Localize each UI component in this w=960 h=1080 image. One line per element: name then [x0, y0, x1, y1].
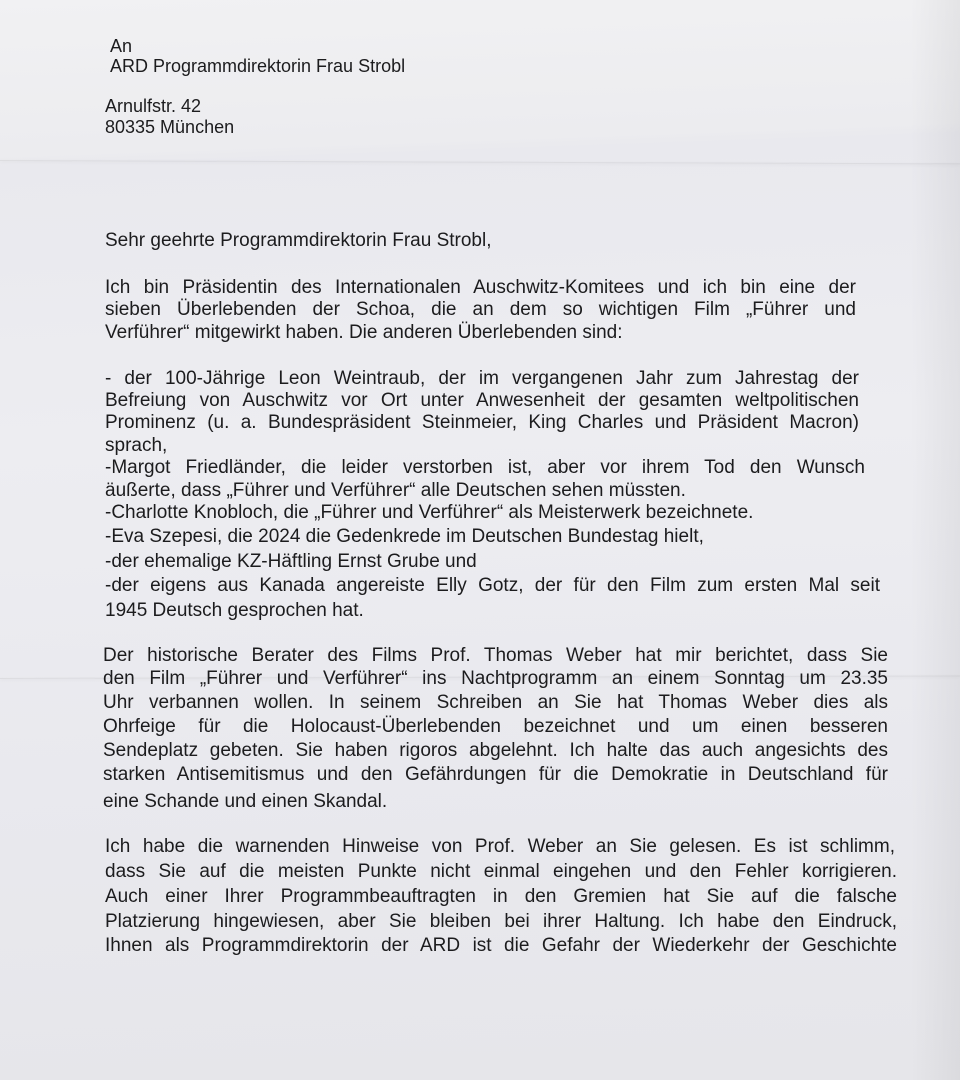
list-line: Prominenz (u. a. Bundespräsident Steinmeier, King Charles und Präsident Macron)	[105, 412, 859, 433]
list-line: sprach,	[105, 435, 168, 456]
list-line: Befreiung von Auschwitz vor Ort unter Anwesenheit der gesamten weltpolitischen	[105, 390, 859, 411]
paragraph3-line: Platzierung hingewiesen, aber Sie bleiben bei ihrer Haltung. Ich habe den Eindruck,	[105, 911, 897, 932]
address-line-recipient-prefix: An	[110, 36, 133, 56]
list-line: - der 100-Jährige Leon Weintraub, der im vergangenen Jahr zum Jahrestag der	[105, 368, 859, 389]
paragraph2-line: den Film „Führer und Verführer“ ins Nachtprogramm an einem Sonntag um 23.35	[103, 668, 888, 689]
salutation: Sehr geehrte Programmdirektorin Frau Strobl,	[105, 230, 492, 251]
paragraph3-line: Auch einer Ihrer Programmbeauftragten in den Gremien hat Sie auf die falsche	[105, 886, 897, 907]
list-line: -der eigens aus Kanada angereiste Elly Gotz, der für den Film zum ersten Mal seit	[105, 575, 880, 596]
paragraph2-line: Uhr verbannen wollen. In seinem Schreiben an Sie hat Thomas Weber dies als	[103, 692, 888, 713]
list-line: 1945 Deutsch gesprochen hat.	[105, 600, 364, 621]
paragraph2-line: eine Schande und einen Skandal.	[103, 791, 388, 812]
address-line-recipient: ARD Programmdirektorin Frau Strobl	[110, 56, 406, 76]
address-street: Arnulfstr. 42	[105, 96, 202, 116]
intro-line: Ich bin Präsidentin des Internationalen Auschwitz-Komitees und ich bin eine der	[105, 277, 856, 298]
paragraph3-line: Ich habe die warnenden Hinweise von Prof. Weber an Sie gelesen. Es ist schlimm,	[105, 836, 895, 857]
list-line: -Eva Szepesi, die 2024 die Gedenkrede im Deutschen Bundestag hielt,	[105, 526, 704, 547]
intro-line: Verführer“ mitgewirkt haben. Die anderen Überlebenden sind:	[105, 322, 623, 343]
address-city: 80335 München	[105, 117, 235, 137]
list-line: -Charlotte Knobloch, die „Führer und Verführer“ als Meisterwerk bezeichnete.	[105, 502, 754, 523]
list-line: äußerte, dass „Führer und Verführer“ alle Deutschen sehen müssten.	[105, 480, 686, 501]
paragraph2-line: starken Antisemitismus und den Gefährdungen für die Demokratie in Deutschland für	[103, 764, 888, 785]
paragraph3-line: Ihnen als Programmdirektorin der ARD ist die Gefahr der Wiederkehr der Geschichte	[105, 935, 897, 956]
paragraph2-line: Ohrfeige für die Holocaust-Überlebenden bezeichnet und um einen besseren	[103, 716, 888, 737]
paragraph2-line: Der historische Berater des Films Prof. Thomas Weber hat mir berichtet, dass Sie	[103, 645, 888, 666]
list-line: -Margot Friedländer, die leider verstorben ist, aber vor ihrem Tod den Wunsch	[105, 457, 865, 478]
list-line: -der ehemalige KZ-Häftling Ernst Grube und	[105, 551, 477, 572]
paragraph2-line: Sendeplatz gebeten. Sie haben rigoros abgelehnt. Ich halte das auch angesichts des	[103, 740, 888, 761]
intro-line: sieben Überlebenden der Schoa, die an dem so wichtigen Film „Führer und	[105, 299, 856, 320]
paragraph3-line: dass Sie auf die meisten Punkte nicht einmal eingehen und den Fehler korrigieren.	[105, 861, 897, 882]
